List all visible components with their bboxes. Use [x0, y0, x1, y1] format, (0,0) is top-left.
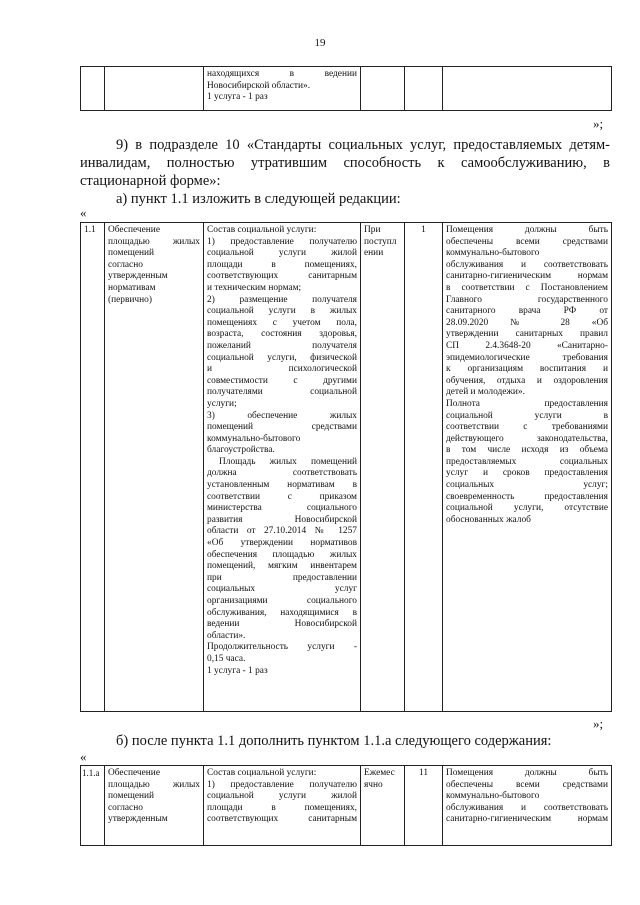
quality-line: Главного государственного: [446, 294, 608, 305]
quality-line: социальной услуги в: [446, 410, 608, 421]
content-line: Площадь жилых помещений: [219, 456, 357, 467]
quality-line: детей и молодежи».: [446, 387, 525, 398]
content-line: соответствии с приказом: [207, 491, 357, 502]
service-name-line: помещений: [108, 791, 155, 802]
content-line: обеспечения площадью жилых: [207, 549, 357, 560]
quality-line: в соответствии с Постановлением: [446, 282, 608, 293]
service-name-line: (первично): [108, 294, 152, 305]
page-number: 19: [314, 37, 326, 49]
content-line: площади в помещениях,: [207, 259, 357, 270]
top-content-line: 1 услуга - 1 раз: [207, 92, 268, 103]
content-line: социальных услуг: [207, 584, 357, 595]
content-line: 1) предоставление получателю: [207, 236, 357, 247]
content-line: установленным нормативам в: [207, 480, 357, 491]
quality-line: санитарно-гигиеническим нормам: [446, 814, 608, 825]
content-line: социальной услуги жилой: [207, 248, 357, 259]
content-line: 1) предоставление получателю: [207, 779, 357, 790]
content-line: Состав социальной услуги:: [207, 768, 317, 778]
content-line: области».: [207, 630, 246, 641]
content-line: при предоставлении: [207, 572, 357, 583]
top-cell-name: [105, 67, 204, 111]
content-line: 2) размещение получателя: [207, 294, 357, 305]
quality-line: Помещения должны быть: [446, 768, 608, 778]
content-line: социальной услуги, физической: [207, 352, 357, 363]
service-content-cell: [204, 766, 361, 846]
content-line: услуги;: [207, 398, 237, 409]
opening-quote: «: [80, 749, 87, 764]
quality-line: Полнота предоставления: [446, 398, 608, 409]
content-line: Продолжительность услуги -: [207, 642, 357, 653]
top-cell-quality: [443, 67, 612, 111]
quality-line: утверждении санитарных правил: [446, 329, 608, 340]
quality-line: коммунально-бытового: [446, 791, 540, 802]
quality-line: эпидемиологические требования: [446, 352, 608, 363]
content-line: помещений средствами: [207, 422, 357, 433]
quality-line: обеспечены всеми средствами: [446, 779, 608, 790]
opening-quote: «: [80, 205, 87, 220]
quality-line: своевременность предоставления: [446, 491, 608, 502]
closing-quote: »;: [593, 716, 604, 731]
quality-cell: [443, 223, 612, 712]
quality-line: в том числе исходя из объема: [446, 445, 608, 456]
content-line: благоустройства.: [207, 445, 275, 456]
quality-line: СП 2.4.3648-20 «Санитарно-: [446, 340, 608, 351]
top-cell-count: [405, 67, 443, 111]
content-line: 0,15 часа.: [207, 653, 246, 664]
top-cell-content: [204, 67, 361, 111]
service-name-line: площадью жилых: [108, 779, 200, 790]
quality-line: действующего законодательства,: [446, 433, 608, 444]
content-line: возраста, состояния здоровья,: [207, 329, 357, 340]
content-line: соответствующих санитарным: [207, 814, 357, 825]
content-line: обслуживания, находящимися в: [207, 607, 357, 618]
content-line: организациями социального: [207, 596, 357, 606]
service-name-line: согласно: [108, 802, 143, 813]
quality-line: социальной услуги, отсутствие: [446, 503, 608, 514]
content-line: и техническим нормам;: [207, 282, 302, 293]
top-content-line: Новосибирской области».: [207, 80, 311, 91]
service-name-line: утвержденным: [108, 271, 168, 282]
quality-line: коммунально-бытового: [446, 248, 540, 259]
content-line: помещений, мягким инвентарем: [207, 561, 357, 572]
quality-line: 28.09.2020 № 28 «Об: [446, 317, 608, 328]
paragraph-line: 9) в подразделе 10 «Стандарты социальных услуг, предоставляемых детям-: [116, 137, 610, 153]
count-cell: 1: [405, 223, 443, 712]
quality-line: соответствии с требованиями: [446, 422, 608, 433]
content-line: и психологической: [207, 364, 357, 375]
periodicity-line: ячно: [364, 779, 383, 790]
quality-cell: [443, 766, 612, 846]
quality-line: Помещения должны быть: [446, 225, 608, 235]
paragraph-line: инвалидам, полностью утратившим способность к самообслуживанию, в: [80, 155, 610, 171]
content-line: помещениях с учетом пола,: [207, 317, 357, 328]
service-content-cell: [204, 223, 361, 712]
content-line: области от 27.10.2014 № 1257: [207, 526, 357, 537]
periodicity-cell: [361, 223, 405, 712]
content-line: должна соответствовать: [207, 468, 357, 479]
periodicity-cell: [361, 766, 405, 846]
closing-quote: »;: [593, 116, 604, 131]
content-line: министерства социального: [207, 503, 357, 514]
content-line: 3) обеспечение жилых: [207, 410, 357, 421]
quality-line: санитарно-гигиеническим нормам: [446, 271, 608, 282]
row-number: 1.1: [81, 223, 105, 712]
content-line: пожеланий получателя: [207, 340, 357, 351]
content-line: совместимости с другими: [207, 375, 357, 386]
quality-line: обоснованных жалоб: [446, 514, 531, 525]
quality-line: обслуживания и соответствовать: [446, 802, 608, 813]
paragraph-line: стационарной форме»:: [80, 173, 221, 189]
paragraph-9: [80, 136, 610, 190]
periodicity-line: поступл: [364, 236, 397, 247]
count-cell: 11: [405, 766, 443, 846]
quality-line: обучения, отдыха и оздоровления: [446, 375, 608, 386]
standard-table-1-1: [80, 222, 612, 712]
service-name-line: согласно: [108, 259, 143, 270]
content-line: развития Новосибирской: [207, 514, 357, 525]
content-line: 1 услуга - 1 раз: [207, 665, 268, 676]
content-line: «Об утверждении нормативов: [207, 538, 357, 549]
top-content-line: находящихся в ведении: [207, 69, 357, 79]
content-line: социальной услуги в жилых: [207, 306, 357, 317]
quality-line: санитарного врача РФ от: [446, 306, 608, 317]
periodicity-line: Ежемес: [364, 768, 395, 778]
service-name-line: нормативам: [108, 282, 156, 293]
top-cell-num: [81, 67, 105, 111]
periodicity-line: ении: [364, 248, 384, 259]
service-name-line: Обеспечение: [108, 768, 160, 778]
content-line: Состав социальной услуги:: [207, 225, 317, 235]
quality-line: обслуживания и соответствовать: [446, 259, 608, 270]
service-name-cell: [105, 766, 204, 846]
service-name-line: площадью жилых: [108, 236, 200, 247]
service-name-line: Обеспечение: [108, 225, 160, 235]
paragraph-b: б) после пункта 1.1 дополнить пунктом 1.1.а следующего содержания:: [116, 733, 552, 749]
content-line: получателями социальной: [207, 387, 357, 398]
top-table-fragment: [80, 66, 612, 111]
row-number: 1.1.а: [81, 766, 105, 846]
service-name-line: помещений: [108, 248, 155, 259]
standard-table-1-1a: [80, 765, 612, 846]
service-name-line: утвержденным: [108, 814, 168, 825]
quality-line: услуг и сроков предоставления: [446, 468, 608, 479]
content-line: коммунально-бытового: [207, 433, 301, 444]
quality-line: предоставляемых социальных: [446, 456, 608, 467]
content-line: ведении Новосибирской: [207, 619, 357, 630]
top-cell-periodicity: [361, 67, 405, 111]
content-line: соответствующих санитарным: [207, 271, 357, 282]
content-line: площади в помещениях,: [207, 802, 357, 813]
service-name-cell: [105, 223, 204, 712]
quality-line: к организациям воспитания и: [446, 364, 608, 375]
paragraph-a: а) пункт 1.1 изложить в следующей редакции:: [116, 191, 401, 207]
periodicity-line: При: [364, 225, 381, 235]
quality-line: обеспечены всеми средствами: [446, 236, 608, 247]
content-line: социальной услуги жилой: [207, 791, 357, 802]
quality-line: социальных услуг;: [446, 480, 608, 491]
